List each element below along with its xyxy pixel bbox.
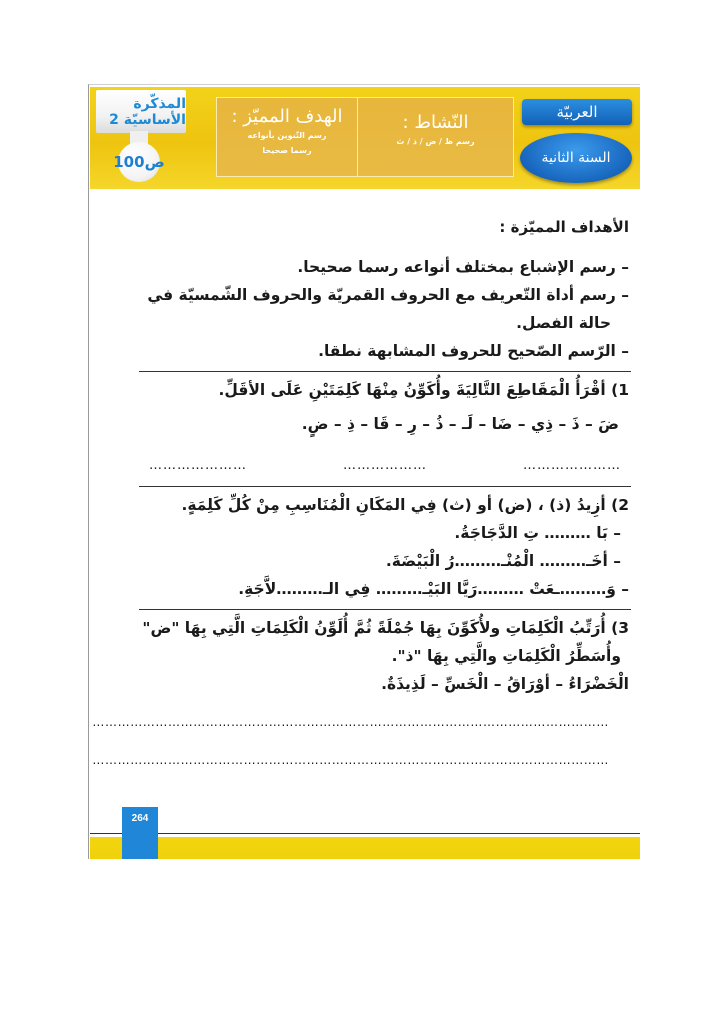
section-divider	[139, 486, 631, 487]
goal-title: الهدف المميّز :	[231, 106, 343, 127]
subject-label: العربيّة	[556, 103, 598, 121]
worksheet-content	[92, 213, 629, 780]
exercise-3-prompt-line-2: وأُسَطِّرُ الْكَلِمَاتِ والَّتِي بِهَا "ذ".	[391, 647, 621, 665]
exercise-2-prompt: 2) أزِيدُ (ذ) ، (ض) أو (ث) فِي المَكَانِ الْمُنَاسِبِ مِنْ كُلِّ كَلِمَةٍ.	[181, 496, 629, 514]
objective-item: – رسم الإشباع بمختلف أنواعه رسما صحيحا.	[297, 258, 629, 276]
activity-subtitle: رسم ظ / ض / ذ / ث	[396, 137, 475, 146]
exercise-1-syllables: ضَ – ذَ – ذِي – ضَا – لَـ – ذُ – رِ – قَا – ذِ – ضٍ.	[301, 415, 619, 433]
footer-rule	[90, 833, 640, 834]
year-badge	[520, 133, 632, 183]
exercise-3-words: الْخَضْرَاءُ – أوْرَاقُ – الْخَسِّ – لَذِيذَةٌ.	[381, 675, 629, 693]
exercise-2-line[interactable]: – أخَـ……… الْمُنْـ………رُ الْبَيْضَةَ.	[385, 552, 621, 570]
footer-band	[90, 837, 640, 859]
section-divider	[139, 371, 631, 372]
activity-box	[357, 97, 514, 177]
exercise-2-line[interactable]: – وَ………ـعَتْ ………رَيَّا البَيْـ……… فِي الـ………لاَّجَةِ.	[238, 580, 629, 598]
exercise-3-answer-line[interactable]: ……………………………………………………………………………………………………………	[92, 753, 609, 767]
year-label: السنة الثانية	[541, 150, 611, 166]
goal-line-2: رسما صحيحا	[262, 146, 312, 155]
answer-blank[interactable]: …………………	[149, 458, 247, 473]
section-divider	[139, 609, 631, 610]
page-number: 264	[131, 813, 149, 824]
activity-title: النّشاط :	[402, 112, 469, 133]
goal-box	[216, 97, 358, 177]
objectives-title: الأهداف المميّزة :	[499, 218, 629, 236]
objective-item: – رسم أداة التّعريف مع الحروف القمريّة والحروف الشّمسيّة في	[147, 286, 629, 304]
goal-line-1: رسم التّنوين بأنواعه	[247, 131, 327, 140]
exercise-1-answer-blanks	[141, 452, 629, 480]
page-ref-label: ص100	[113, 153, 165, 171]
book-label: المذكّرة الأساسيّة 2	[109, 95, 186, 128]
page-number-tab	[122, 807, 158, 859]
exercise-2-line[interactable]: – بَا ……… تِ الدَّجَاجَةُ.	[454, 524, 621, 542]
subject-badge	[522, 99, 632, 125]
answer-blank[interactable]: …………………	[523, 458, 621, 473]
answer-blank[interactable]: ………………	[343, 458, 427, 473]
book-tab	[96, 90, 186, 133]
exercise-3-answer-line[interactable]: ……………………………………………………………………………………………………………	[92, 715, 609, 729]
worksheet-page	[88, 84, 640, 859]
page-ref-bubble	[113, 142, 165, 182]
objective-item: – الرّسم الصّحيح للحروف المشابهة نطقا.	[318, 342, 629, 360]
exercise-1-prompt: 1) أقْرَأُ الْمَقَاطِعَ التَّالِيَةَ وأُكَوِّنُ مِنْهَا كَلِمَتَيْنِ عَلَى الأقَلِّ.	[218, 381, 629, 399]
header-band	[90, 87, 640, 189]
exercise-3-prompt-line-1: 3) أُرَتِّبُ الْكَلِمَاتِ ولأُكَوِّنَ بِهَا جُمْلَةً ثُمَّ أُلَوِّنُ الْكَلِمَاتِ الَّتِي بِهَا "ض"	[142, 619, 629, 637]
objective-item-continuation: حالة الفصل.	[516, 314, 611, 332]
